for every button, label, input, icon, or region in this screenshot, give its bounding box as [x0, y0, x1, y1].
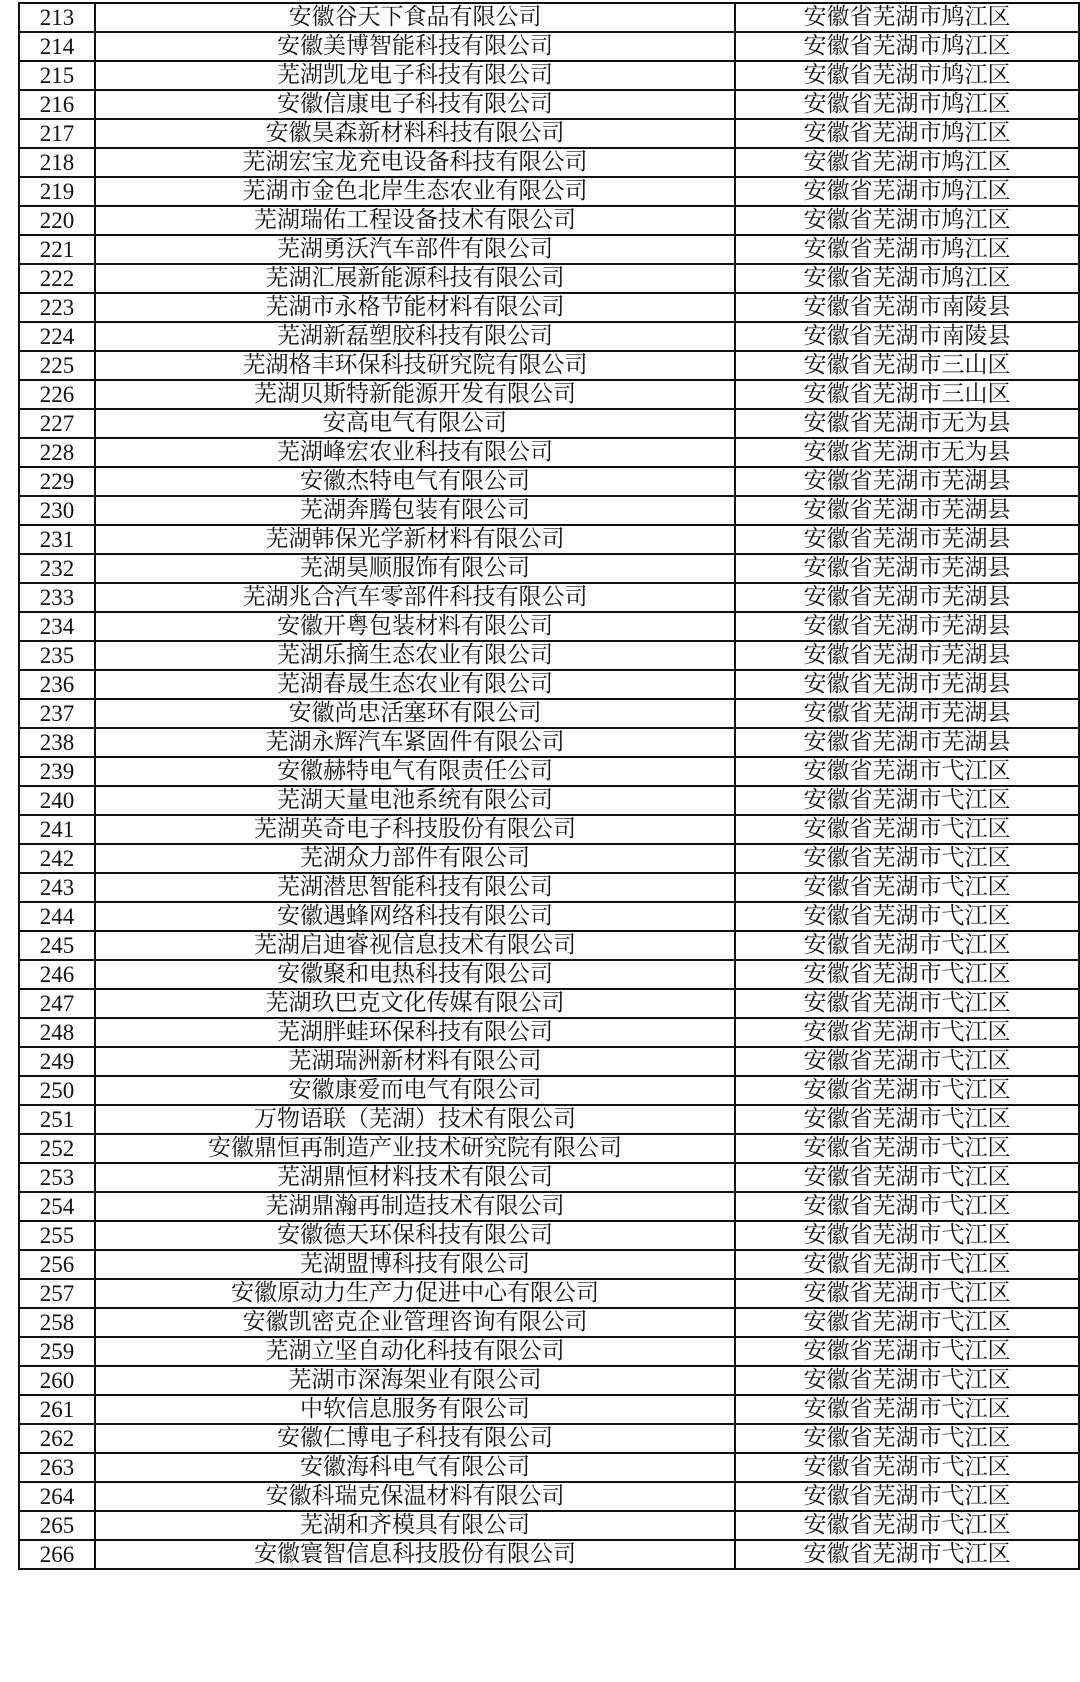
- table-row: [19, 177, 1079, 206]
- company-name-cell: 芜湖天量电池系统有限公司: [95, 786, 735, 815]
- company-name-cell: 芜湖宏宝龙充电设备科技有限公司: [95, 148, 735, 177]
- location-cell: 安徽省芜湖市弋江区: [735, 931, 1079, 960]
- row-number-cell: 222: [19, 264, 95, 293]
- row-number-cell: 226: [19, 380, 95, 409]
- company-name-cell: 芜湖昊顺服饰有限公司: [95, 554, 735, 583]
- table-row: [19, 1047, 1079, 1076]
- company-name-cell: 芜湖市永格节能材料有限公司: [95, 293, 735, 322]
- company-name-cell: 芜湖春晟生态农业有限公司: [95, 670, 735, 699]
- company-name-cell: 安徽杰特电气有限公司: [95, 467, 735, 496]
- table-row: [19, 264, 1079, 293]
- location-cell: 安徽省芜湖市弋江区: [735, 1105, 1079, 1134]
- row-number-cell: 245: [19, 931, 95, 960]
- location-cell: 安徽省芜湖市鸠江区: [735, 61, 1079, 90]
- location-cell: 安徽省芜湖市无为县: [735, 438, 1079, 467]
- table-row: [19, 351, 1079, 380]
- table-row: [19, 815, 1079, 844]
- row-number-cell: 244: [19, 902, 95, 931]
- location-cell: 安徽省芜湖市弋江区: [735, 1453, 1079, 1482]
- company-name-cell: 万物语联（芜湖）技术有限公司: [95, 1105, 735, 1134]
- row-number-cell: 243: [19, 873, 95, 902]
- location-cell: 安徽省芜湖市芜湖县: [735, 612, 1079, 641]
- row-number-cell: 229: [19, 467, 95, 496]
- table-row: [19, 1018, 1079, 1047]
- row-number-cell: 257: [19, 1279, 95, 1308]
- row-number-cell: 256: [19, 1250, 95, 1279]
- location-cell: 安徽省芜湖市弋江区: [735, 960, 1079, 989]
- location-cell: 安徽省芜湖市三山区: [735, 351, 1079, 380]
- location-cell: 安徽省芜湖市芜湖县: [735, 583, 1079, 612]
- row-number-cell: 239: [19, 757, 95, 786]
- company-name-cell: 安徽聚和电热科技有限公司: [95, 960, 735, 989]
- table-row: [19, 148, 1079, 177]
- location-cell: 安徽省芜湖市弋江区: [735, 1192, 1079, 1221]
- table-row: [19, 322, 1079, 351]
- location-cell: 安徽省芜湖市弋江区: [735, 1018, 1079, 1047]
- table-row: [19, 699, 1079, 728]
- row-number-cell: 235: [19, 641, 95, 670]
- company-name-cell: 芜湖汇展新能源科技有限公司: [95, 264, 735, 293]
- row-number-cell: 263: [19, 1453, 95, 1482]
- company-name-cell: 安徽寰智信息科技股份有限公司: [95, 1540, 735, 1569]
- table-row: [19, 1482, 1079, 1511]
- company-name-cell: 芜湖市金色北岸生态农业有限公司: [95, 177, 735, 206]
- row-number-cell: 223: [19, 293, 95, 322]
- company-name-cell: 芜湖启迪睿视信息技术有限公司: [95, 931, 735, 960]
- table-row: [19, 1134, 1079, 1163]
- table-row: [19, 1308, 1079, 1337]
- company-name-cell: 芜湖盟博科技有限公司: [95, 1250, 735, 1279]
- row-number-cell: 255: [19, 1221, 95, 1250]
- company-list-table: [18, 2, 1080, 1570]
- company-name-cell: 芜湖韩保光学新材料有限公司: [95, 525, 735, 554]
- row-number-cell: 253: [19, 1163, 95, 1192]
- table-row: [19, 757, 1079, 786]
- company-name-cell: 芜湖瑞洲新材料有限公司: [95, 1047, 735, 1076]
- company-name-cell: 安徽凯密克企业管理咨询有限公司: [95, 1308, 735, 1337]
- row-number-cell: 224: [19, 322, 95, 351]
- table-row: [19, 380, 1079, 409]
- location-cell: 安徽省芜湖市弋江区: [735, 815, 1079, 844]
- row-number-cell: 249: [19, 1047, 95, 1076]
- row-number-cell: 214: [19, 32, 95, 61]
- company-name-cell: 安徽原动力生产力促进中心有限公司: [95, 1279, 735, 1308]
- table-row: [19, 467, 1079, 496]
- company-name-cell: 安高电气有限公司: [95, 409, 735, 438]
- table-row: [19, 1337, 1079, 1366]
- table-row: [19, 873, 1079, 902]
- table-row: [19, 496, 1079, 525]
- table-row: [19, 235, 1079, 264]
- row-number-cell: 219: [19, 177, 95, 206]
- row-number-cell: 230: [19, 496, 95, 525]
- row-number-cell: 216: [19, 90, 95, 119]
- company-name-cell: 芜湖峰宏农业科技有限公司: [95, 438, 735, 467]
- table-row: [19, 612, 1079, 641]
- row-number-cell: 242: [19, 844, 95, 873]
- company-name-cell: 安徽赫特电气有限责任公司: [95, 757, 735, 786]
- company-name-cell: 安徽德天环保科技有限公司: [95, 1221, 735, 1250]
- row-number-cell: 259: [19, 1337, 95, 1366]
- location-cell: 安徽省芜湖市弋江区: [735, 1424, 1079, 1453]
- company-name-cell: 芜湖和齐模具有限公司: [95, 1511, 735, 1540]
- company-list-table-wrapper: [18, 2, 1080, 1570]
- company-name-cell: 芜湖勇沃汽车部件有限公司: [95, 235, 735, 264]
- location-cell: 安徽省芜湖市弋江区: [735, 1279, 1079, 1308]
- row-number-cell: 265: [19, 1511, 95, 1540]
- location-cell: 安徽省芜湖市弋江区: [735, 1366, 1079, 1395]
- location-cell: 安徽省芜湖市弋江区: [735, 1482, 1079, 1511]
- table-row: [19, 206, 1079, 235]
- table-row: [19, 1163, 1079, 1192]
- table-row: [19, 1221, 1079, 1250]
- row-number-cell: 238: [19, 728, 95, 757]
- table-body: [19, 3, 1079, 1569]
- location-cell: 安徽省芜湖市三山区: [735, 380, 1079, 409]
- location-cell: 安徽省芜湖市弋江区: [735, 786, 1079, 815]
- location-cell: 安徽省芜湖市芜湖县: [735, 467, 1079, 496]
- location-cell: 安徽省芜湖市鸠江区: [735, 177, 1079, 206]
- table-row: [19, 902, 1079, 931]
- row-number-cell: 260: [19, 1366, 95, 1395]
- company-name-cell: 安徽尚忠活塞环有限公司: [95, 699, 735, 728]
- table-row: [19, 438, 1079, 467]
- table-row: [19, 1366, 1079, 1395]
- row-number-cell: 254: [19, 1192, 95, 1221]
- location-cell: 安徽省芜湖市芜湖县: [735, 554, 1079, 583]
- location-cell: 安徽省芜湖市鸠江区: [735, 119, 1079, 148]
- company-name-cell: 芜湖鼎恒材料技术有限公司: [95, 1163, 735, 1192]
- table-row: [19, 409, 1079, 438]
- table-row: [19, 525, 1079, 554]
- location-cell: 安徽省芜湖市弋江区: [735, 1337, 1079, 1366]
- company-name-cell: 芜湖兆合汽车零部件科技有限公司: [95, 583, 735, 612]
- row-number-cell: 236: [19, 670, 95, 699]
- row-number-cell: 240: [19, 786, 95, 815]
- location-cell: 安徽省芜湖市弋江区: [735, 844, 1079, 873]
- row-number-cell: 227: [19, 409, 95, 438]
- company-name-cell: 芜湖瑞佑工程设备技术有限公司: [95, 206, 735, 235]
- table-row: [19, 554, 1079, 583]
- location-cell: 安徽省芜湖市鸠江区: [735, 264, 1079, 293]
- table-row: [19, 844, 1079, 873]
- table-row: [19, 583, 1079, 612]
- location-cell: 安徽省芜湖市芜湖县: [735, 670, 1079, 699]
- location-cell: 安徽省芜湖市芜湖县: [735, 496, 1079, 525]
- company-name-cell: 芜湖胖蛙环保科技有限公司: [95, 1018, 735, 1047]
- table-row: [19, 728, 1079, 757]
- company-name-cell: 芜湖永辉汽车紧固件有限公司: [95, 728, 735, 757]
- location-cell: 安徽省芜湖市鸠江区: [735, 90, 1079, 119]
- company-name-cell: 芜湖鼎瀚再制造技术有限公司: [95, 1192, 735, 1221]
- company-name-cell: 芜湖贝斯特新能源开发有限公司: [95, 380, 735, 409]
- company-name-cell: 芜湖格丰环保科技研究院有限公司: [95, 351, 735, 380]
- company-name-cell: 安徽昊森新材料科技有限公司: [95, 119, 735, 148]
- row-number-cell: 220: [19, 206, 95, 235]
- company-name-cell: 安徽康爱而电气有限公司: [95, 1076, 735, 1105]
- row-number-cell: 215: [19, 61, 95, 90]
- row-number-cell: 228: [19, 438, 95, 467]
- table-row: [19, 1076, 1079, 1105]
- location-cell: 安徽省芜湖市弋江区: [735, 1308, 1079, 1337]
- company-name-cell: 芜湖乐摘生态农业有限公司: [95, 641, 735, 670]
- table-row: [19, 32, 1079, 61]
- company-name-cell: 芜湖玖巴克文化传媒有限公司: [95, 989, 735, 1018]
- row-number-cell: 246: [19, 960, 95, 989]
- row-number-cell: 233: [19, 583, 95, 612]
- row-number-cell: 218: [19, 148, 95, 177]
- row-number-cell: 258: [19, 1308, 95, 1337]
- location-cell: 安徽省芜湖市鸠江区: [735, 32, 1079, 61]
- company-name-cell: 安徽美博智能科技有限公司: [95, 32, 735, 61]
- table-row: [19, 90, 1079, 119]
- location-cell: 安徽省芜湖市弋江区: [735, 1134, 1079, 1163]
- company-name-cell: 芜湖奔腾包装有限公司: [95, 496, 735, 525]
- table-row: [19, 1453, 1079, 1482]
- row-number-cell: 252: [19, 1134, 95, 1163]
- table-row: [19, 989, 1079, 1018]
- location-cell: 安徽省芜湖市弋江区: [735, 902, 1079, 931]
- row-number-cell: 213: [19, 3, 95, 32]
- company-name-cell: 芜湖新磊塑胶科技有限公司: [95, 322, 735, 351]
- company-name-cell: 中软信息服务有限公司: [95, 1395, 735, 1424]
- row-number-cell: 221: [19, 235, 95, 264]
- table-row: [19, 1511, 1079, 1540]
- row-number-cell: 217: [19, 119, 95, 148]
- location-cell: 安徽省芜湖市南陵县: [735, 322, 1079, 351]
- company-name-cell: 安徽遇蜂网络科技有限公司: [95, 902, 735, 931]
- location-cell: 安徽省芜湖市鸠江区: [735, 148, 1079, 177]
- table-row: [19, 61, 1079, 90]
- location-cell: 安徽省芜湖市弋江区: [735, 1076, 1079, 1105]
- location-cell: 安徽省芜湖市弋江区: [735, 1047, 1079, 1076]
- location-cell: 安徽省芜湖市芜湖县: [735, 699, 1079, 728]
- row-number-cell: 261: [19, 1395, 95, 1424]
- company-name-cell: 芜湖凯龙电子科技有限公司: [95, 61, 735, 90]
- table-row: [19, 1279, 1079, 1308]
- company-name-cell: 安徽信康电子科技有限公司: [95, 90, 735, 119]
- table-row: [19, 1250, 1079, 1279]
- company-name-cell: 安徽仁博电子科技有限公司: [95, 1424, 735, 1453]
- company-name-cell: 芜湖市深海架业有限公司: [95, 1366, 735, 1395]
- company-name-cell: 安徽鼎恒再制造产业技术研究院有限公司: [95, 1134, 735, 1163]
- location-cell: 安徽省芜湖市弋江区: [735, 1250, 1079, 1279]
- location-cell: 安徽省芜湖市鸠江区: [735, 235, 1079, 264]
- row-number-cell: 262: [19, 1424, 95, 1453]
- table-row: [19, 641, 1079, 670]
- location-cell: 安徽省芜湖市弋江区: [735, 1511, 1079, 1540]
- table-row: [19, 1395, 1079, 1424]
- row-number-cell: 266: [19, 1540, 95, 1569]
- location-cell: 安徽省芜湖市弋江区: [735, 757, 1079, 786]
- row-number-cell: 248: [19, 1018, 95, 1047]
- company-name-cell: 芜湖英奇电子科技股份有限公司: [95, 815, 735, 844]
- table-row: [19, 1540, 1079, 1569]
- location-cell: 安徽省芜湖市弋江区: [735, 873, 1079, 902]
- company-name-cell: 芜湖潜思智能科技有限公司: [95, 873, 735, 902]
- location-cell: 安徽省芜湖市南陵县: [735, 293, 1079, 322]
- company-name-cell: 安徽开粤包装材料有限公司: [95, 612, 735, 641]
- location-cell: 安徽省芜湖市弋江区: [735, 1221, 1079, 1250]
- location-cell: 安徽省芜湖市鸠江区: [735, 3, 1079, 32]
- table-row: [19, 931, 1079, 960]
- table-row: [19, 293, 1079, 322]
- row-number-cell: 250: [19, 1076, 95, 1105]
- location-cell: 安徽省芜湖市弋江区: [735, 1540, 1079, 1569]
- location-cell: 安徽省芜湖市弋江区: [735, 989, 1079, 1018]
- table-row: [19, 1424, 1079, 1453]
- company-name-cell: 安徽海科电气有限公司: [95, 1453, 735, 1482]
- row-number-cell: 264: [19, 1482, 95, 1511]
- location-cell: 安徽省芜湖市弋江区: [735, 1163, 1079, 1192]
- table-row: [19, 1105, 1079, 1134]
- company-name-cell: 芜湖众力部件有限公司: [95, 844, 735, 873]
- table-row: [19, 119, 1079, 148]
- row-number-cell: 241: [19, 815, 95, 844]
- location-cell: 安徽省芜湖市鸠江区: [735, 206, 1079, 235]
- table-row: [19, 786, 1079, 815]
- location-cell: 安徽省芜湖市芜湖县: [735, 525, 1079, 554]
- company-name-cell: 安徽谷天下食品有限公司: [95, 3, 735, 32]
- row-number-cell: 237: [19, 699, 95, 728]
- table-row: [19, 3, 1079, 32]
- row-number-cell: 231: [19, 525, 95, 554]
- company-name-cell: 芜湖立坚自动化科技有限公司: [95, 1337, 735, 1366]
- table-row: [19, 670, 1079, 699]
- location-cell: 安徽省芜湖市芜湖县: [735, 728, 1079, 757]
- table-row: [19, 960, 1079, 989]
- location-cell: 安徽省芜湖市无为县: [735, 409, 1079, 438]
- table-row: [19, 1192, 1079, 1221]
- row-number-cell: 251: [19, 1105, 95, 1134]
- row-number-cell: 247: [19, 989, 95, 1018]
- row-number-cell: 234: [19, 612, 95, 641]
- row-number-cell: 232: [19, 554, 95, 583]
- location-cell: 安徽省芜湖市芜湖县: [735, 641, 1079, 670]
- location-cell: 安徽省芜湖市弋江区: [735, 1395, 1079, 1424]
- row-number-cell: 225: [19, 351, 95, 380]
- company-name-cell: 安徽科瑞克保温材料有限公司: [95, 1482, 735, 1511]
